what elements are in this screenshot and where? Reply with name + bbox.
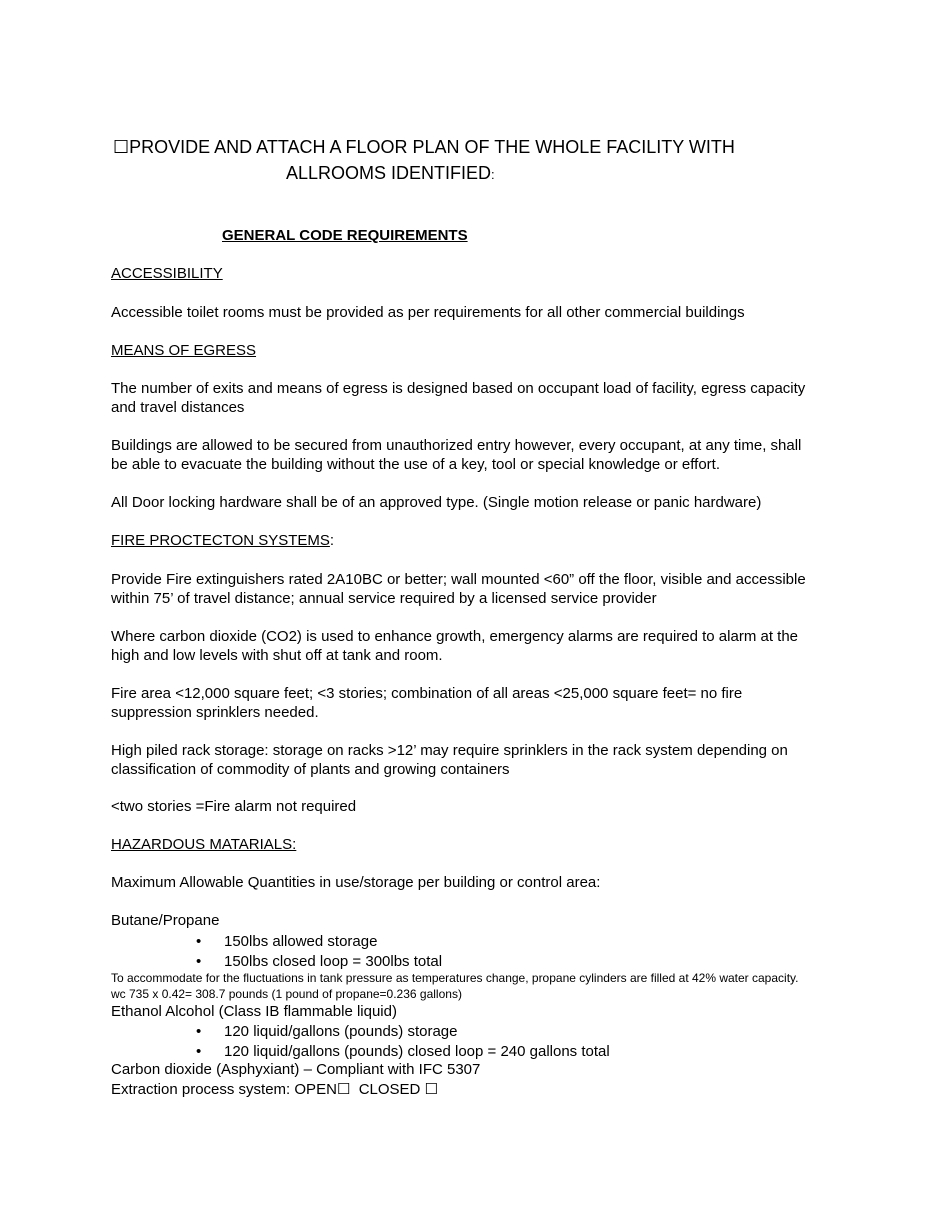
hazardous-intro: Maximum Allowable Quantities in use/storage per building or control area: [111,874,601,891]
bullet-icon: • [196,933,202,950]
accessibility-text: Accessible toilet rooms must be provided as per requirements for all other commercial buildings [111,304,745,321]
extraction-label: Extraction process system: OPEN [111,1081,337,1098]
hazardous-heading: HAZARDOUS MATARIALS: [111,836,297,853]
fire-p3-line-2: suppression sprinklers needed. [111,704,319,721]
egress-heading: MEANS OF EGRESS [111,342,257,359]
butane-label: Butane/Propane [111,912,220,929]
accessibility-heading: ACCESSIBILITY [111,265,223,282]
ethanol-item-2: 120 liquid/gallons (pounds) closed loop = 240 gallons total [224,1043,610,1060]
fire-p5: <two stories =Fire alarm not required [111,798,357,815]
fire-p1-line-2: within 75’ of travel distance; annual service required by a licensed service provider [111,590,657,607]
egress-p2-line-1: Buildings are allowed to be secured from unauthorized entry however, every occupant, at any time, shall [111,437,802,454]
title-text-1: PROVIDE AND ATTACH A FLOOR PLAN OF THE WHOLE FACILITY WITH [129,137,735,157]
title-colon: : [491,167,495,182]
fire-p4-line-2: classification of commodity of plants and growing containers [111,761,510,778]
bullet-icon: • [196,953,202,970]
egress-p2-line-2: be able to evacuate the building without the use of a key, tool or special knowledge or effort. [111,456,721,473]
fire-p1-line-1: Provide Fire extinguishers rated 2A10BC or better; wall mounted <60” off the floor, visible and accessible [111,571,806,588]
egress-p3: All Door locking hardware shall be of an approved type. (Single motion release or panic hardware) [111,494,762,511]
egress-p1-line-2: and travel distances [111,399,245,416]
bullet-icon: • [196,1023,202,1040]
co2-line: Carbon dioxide (Asphyxiant) – Compliant with IFC 5307 [111,1061,481,1078]
general-code-heading: GENERAL CODE REQUIREMENTS [222,227,468,244]
fire-p2-line-2: high and low levels with shut off at tank and room. [111,647,443,664]
ethanol-label: Ethanol Alcohol (Class IB flammable liquid) [111,1003,397,1020]
fire-p3-line-1: Fire area <12,000 square feet; <3 stories; combination of all areas <25,000 square feet= no fire [111,685,743,702]
bullet-icon: • [196,1043,202,1060]
fire-p4-line-1: High piled rack storage: storage on racks >12’ may require sprinklers in the rack system depending on [111,742,788,759]
title-line-1 [113,138,735,157]
propane-note-line-1: To accommodate for the fluctuations in tank pressure as temperatures change, propane cylinders are filled at 42% water capacity. [111,971,799,985]
title-text-2: ALLROOMS IDENTIFIED [286,163,492,183]
butane-item-2: 150lbs closed loop = 300lbs total [224,953,443,970]
fire-p2-line-1: Where carbon dioxide (CO2) is used to enhance growth, emergency alarms are required to alarm at the [111,628,799,645]
propane-note-line-2: wc 735 x 0.42= 308.7 pounds (1 pound of propane=0.236 gallons) [111,987,462,1001]
fire-heading: FIRE PROCTECTON SYSTEMS [111,532,330,549]
closed-label: CLOSED [350,1081,425,1098]
ethanol-item-1: 120 liquid/gallons (pounds) storage [224,1023,458,1040]
extraction-line [111,1082,438,1097]
fire-heading-line [111,533,334,548]
fire-heading-colon: : [329,532,335,549]
egress-p1-line-1: The number of exits and means of egress is designed based on occupant load of facility, egress capacity [111,380,806,397]
closed-checkbox-icon[interactable]: ☐ [424,1080,438,1098]
open-checkbox-icon[interactable]: ☐ [336,1080,351,1098]
title-line-2 [286,164,495,182]
checkbox-icon[interactable]: ☐ [113,137,130,158]
butane-item-1: 150lbs allowed storage [224,933,378,950]
